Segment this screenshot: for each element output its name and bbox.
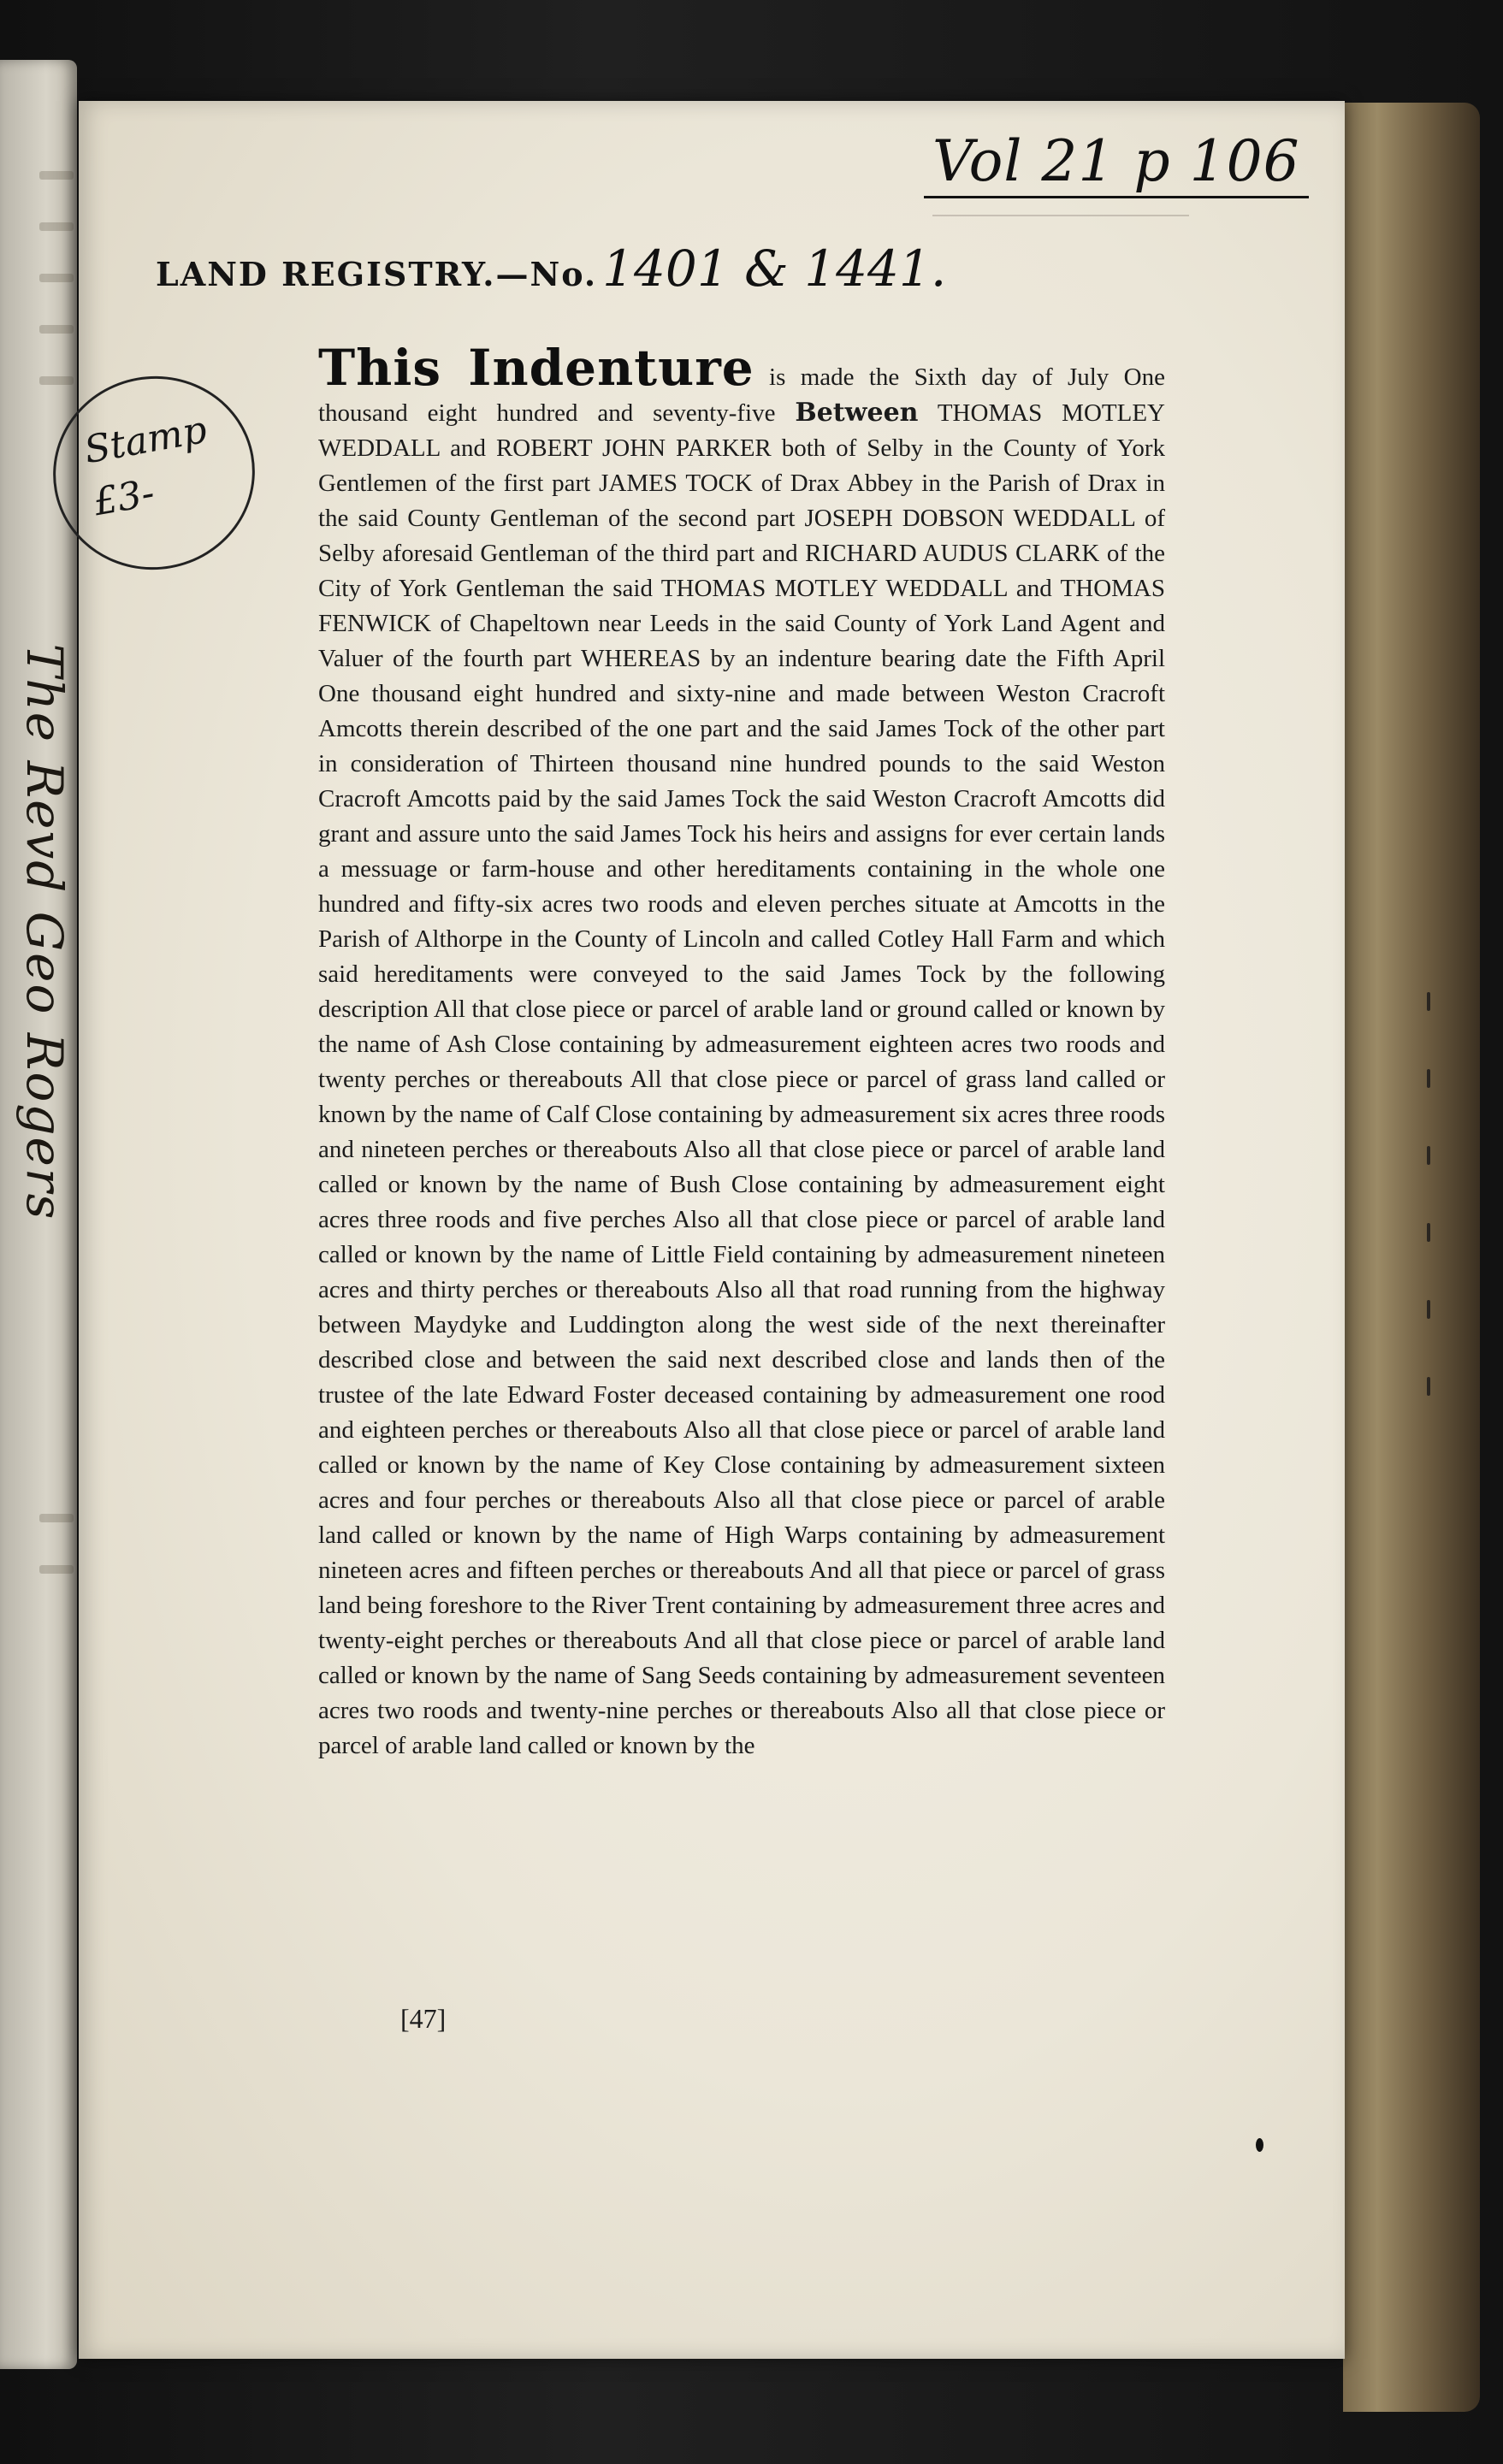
margin-mark (1427, 1377, 1430, 1396)
margin-marks (1420, 992, 1454, 1437)
stamp-text: Stamp £3- (80, 408, 210, 525)
page-number: [47] (400, 2003, 447, 2034)
ink-dot (1256, 2138, 1263, 2152)
indenture-paragraph (318, 339, 1165, 1764)
volume-reference: Vol 21 p 106 (924, 128, 1309, 198)
book-spine-edge (1343, 103, 1480, 2412)
margin-mark (1427, 1300, 1430, 1319)
bleed-through-mark (39, 274, 74, 282)
between-word: Between (795, 398, 919, 428)
body-text: THOMAS MOTLEY WEDDALL and ROBERT JOHN PARKER both of Selby in the County of York Gentlemen of the first part JAMES TOCK of Drax Abbey in the Parish of Drax in the said County Gentleman of the second part JOSEPH DOBSON WEDDALL of Selby aforesaid Gentleman of the third part and RICHARD AUDUS CLARK of the City of York Gentleman the said THOMAS MOTLEY WEDDALL and THOMAS FENWICK of Chapeltown near Leeds in the said County of York Land Agent and Valuer of the fourth part WHEREAS by an indenture bearing date the Fifth April One thousand eight hundred and sixty-nine and made between Weston Cracroft Amcotts therein described of the one part and the said James Tock of the other part in consideration of Thirteen thousand nine hundred pounds to the said Weston Cracroft Amcotts paid by the said James Tock the said Weston Cracroft Amcotts did grant and assure unto the said James Tock his heirs and assigns for ever certain lands a messuage or farm-house and other hereditaments containing in the whole one hundred and fifty-six acres two roods and eleven perches situate at Amcotts in the Parish of Althorpe in the County of Lincoln and called Cotley Hall Farm and which said hereditaments were conveyed to the said James Tock by the following description All that close piece or parcel of arable land or ground called or known by the name of Ash Close containing by admeasurement eighteen acres two roods and twenty perches or thereabouts All that close piece or parcel of grass land called or known by the name of Calf Close containing by admeasurement six acres three roods and nineteen perches or thereabouts Also all that close piece or parcel of arable land called or known by the name of Bush Close containing by admeasurement eight acres three roods and five perches Also all that close piece or parcel of arable land called or known by the name of Little Field containing by admeasurement nineteen acres and thirty perches or thereabouts Also all that road running from the highway between Maydyke and Luddington along the west side of the next thereinafter described close and between the said next described close and lands then of the trustee of the late Edward Foster deceased containing by admeasurement one rood and eighteen perches or thereabouts Also all that close piece or parcel of arable land called or known by the name of Key Close containing by admeasurement sixteen acres and four perches or thereabouts Also all that close piece or parcel of arable land called or known by the name of High Warps containing by admeasurement nineteen acres and fifteen perches or thereabouts And all that piece or parcel of grass land being foreshore to the River Trent containing by admeasurement three acres and twenty-eight perches or thereabouts And all that close piece or parcel of arable land called or known by the name of Sang Seeds containing by admeasurement seventeen acres two roods and twenty-nine perches or thereabouts Also all that close piece or parcel of arable land called or known by the (318, 399, 1165, 1759)
bleed-through-mark (39, 325, 74, 334)
registry-number: 1401 & 1441. (602, 239, 947, 298)
margin-signature (15, 643, 74, 1221)
margin-mark (1427, 992, 1430, 1011)
margin-mark (1427, 1146, 1430, 1165)
margin-signature-text: The Revd Geo Rogers (15, 643, 74, 1221)
indenture-body (318, 339, 1165, 1764)
body-intro: is made the Sixth day of July One thousand eight hundred and seventy-five (318, 363, 1165, 427)
bleed-through-mark (39, 171, 74, 180)
indenture-heading: This Indenture (318, 339, 754, 397)
bleed-through-mark (39, 376, 74, 385)
bleed-through-mark (39, 1565, 74, 1574)
margin-mark (1427, 1223, 1430, 1242)
registry-heading (156, 239, 946, 298)
registry-title: LAND REGISTRY.—No. (156, 255, 598, 293)
margin-mark (1427, 1069, 1430, 1088)
bleed-through-mark (39, 1514, 74, 1522)
bleed-through-mark (39, 222, 74, 231)
faded-annotation (932, 184, 1189, 216)
